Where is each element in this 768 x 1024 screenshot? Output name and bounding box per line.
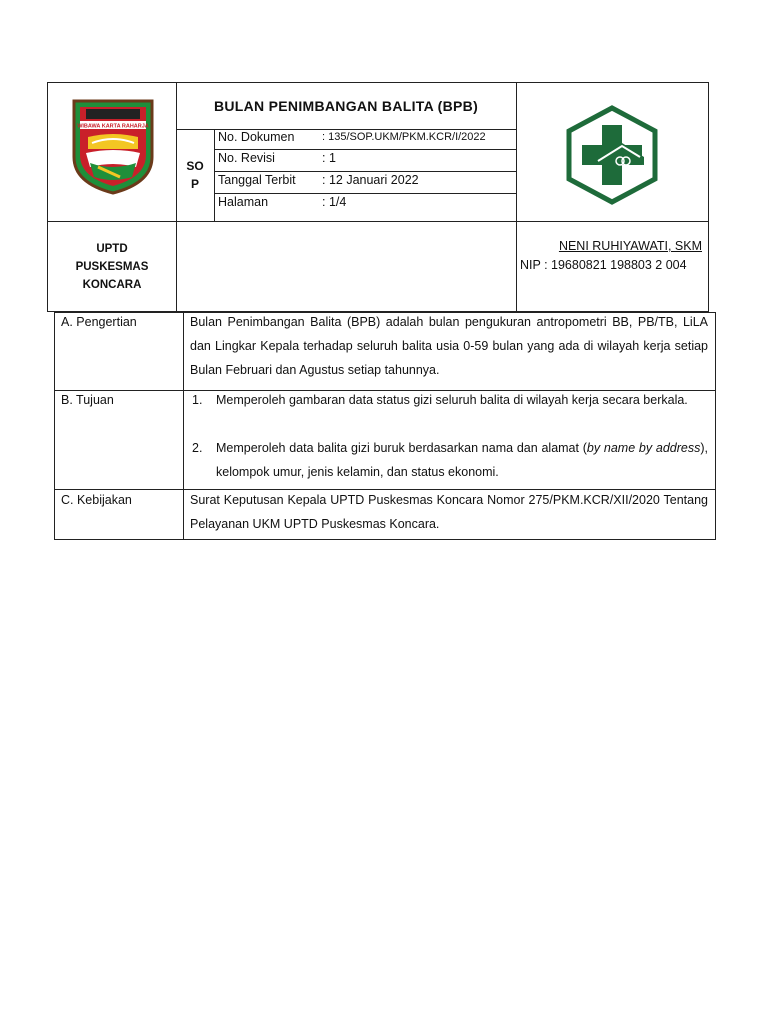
content-table <box>54 312 716 540</box>
section-label-tujuan: B. Tujuan <box>61 393 114 407</box>
meta-value-halaman: : 1/4 <box>322 195 347 209</box>
signer-nip: NIP : 19680821 198803 2 004 <box>520 258 687 272</box>
signature-block <box>516 221 710 313</box>
header-table <box>47 82 709 312</box>
meta-label-no-revisi: No. Revisi <box>218 151 275 165</box>
tujuan-item-1-number: 1. <box>192 393 203 407</box>
sop-label: SO P <box>186 159 204 191</box>
tujuan-item-1-text: Memperoleh gambaran data status gizi seluruh balita di wilayah kerja secara berkala. <box>216 393 688 407</box>
section-text-kebijakan: Surat Keputusan Kepala UPTD Puskesmas Koncara Nomor 275/PKM.KCR/XII/2020 Tentang Pelayanan UKM UPTD Puskesmas Koncara. <box>190 493 708 531</box>
meta-label-tanggal-terbit: Tanggal Terbit <box>218 173 296 187</box>
tujuan-item-2-text: Memperoleh data balita gizi buruk berdasarkan nama dan alamat (by name by address), kelompok umur, jenis kelamin, dan status ekonomi. <box>216 441 709 479</box>
meta-label-no-dokumen: No. Dokumen <box>218 130 295 144</box>
signer-name: NENI RUHIYAWATI, SKM <box>558 239 702 253</box>
tujuan-item-2-number: 2. <box>192 441 203 455</box>
section-label-pengertian: A. Pengertian <box>61 315 137 329</box>
crest-banner-text: WIBAWA KARTA RAHARJA <box>77 123 149 130</box>
document-title: BULAN PENIMBANGAN BALITA (BPB) <box>213 98 479 114</box>
organization-name: UPTD PUSKESMAS KONCARA <box>75 243 149 291</box>
meta-value-no-dokumen: : 135/SOP.UKM/PKM.KCR/I/2022 <box>322 131 486 143</box>
section-text-pengertian: Bulan Penimbangan Balita (BPB) adalah bulan pengukuran antropometri BB, PB/TB, LiLA dan Lingkar Kepala terhadap seluruh balita usia 0-59 bulan yang ada di wilayah kerja setiap Bulan Februari dan Agustus setiap tahunnya. <box>190 315 708 377</box>
regency-crest-logo <box>70 97 156 195</box>
puskesmas-logo <box>564 105 660 205</box>
meta-label-halaman: Halaman <box>218 195 269 209</box>
section-label-kebijakan: C. Kebijakan <box>61 493 132 507</box>
meta-value-tanggal-terbit: : 12 Januari 2022 <box>322 173 419 187</box>
meta-value-no-revisi: : 1 <box>322 151 336 165</box>
